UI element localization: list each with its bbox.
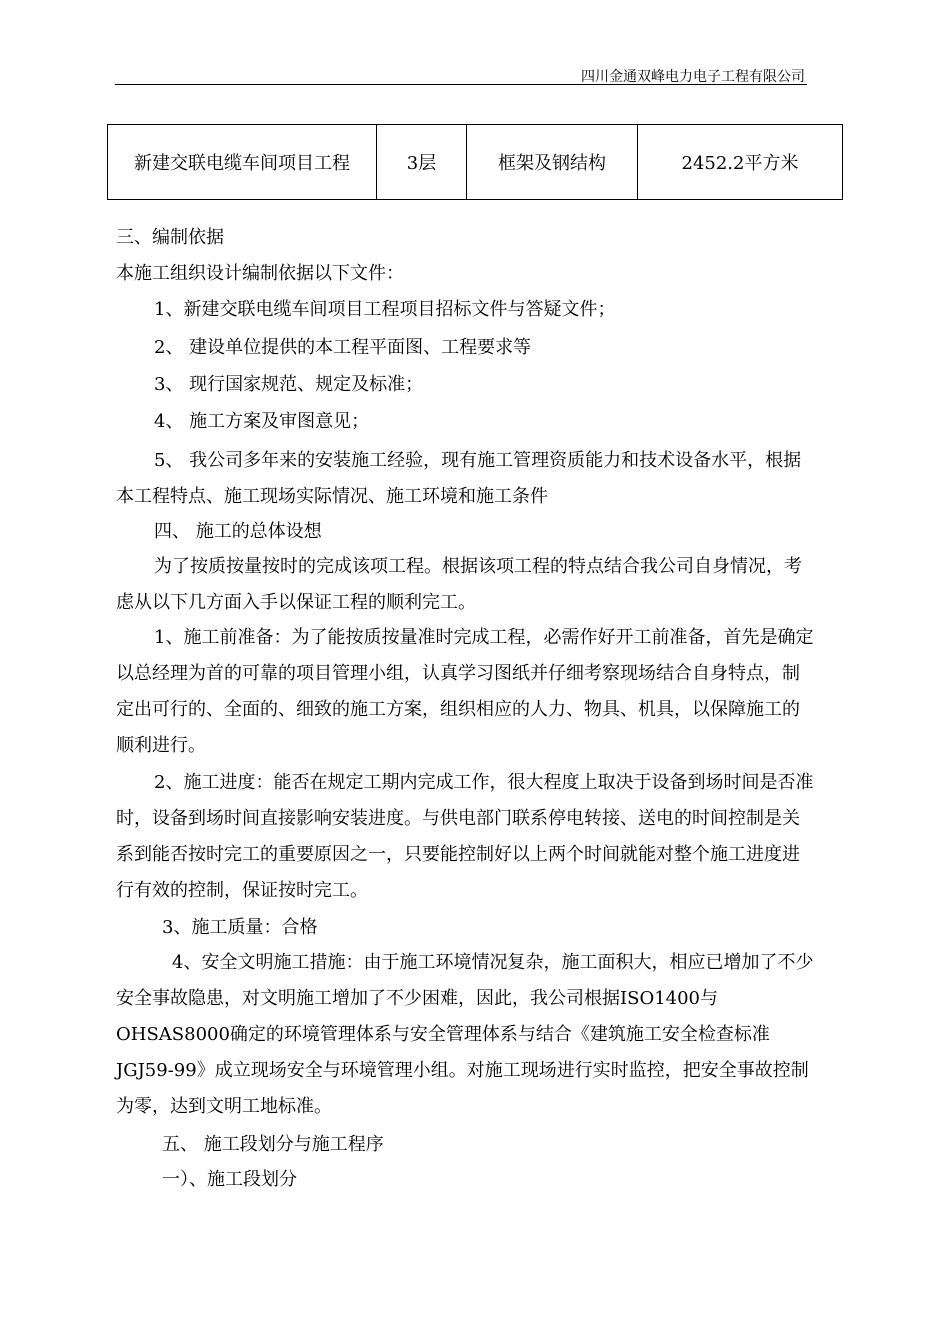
section4-item-1: 1、施工前准备：为了能按质按量准时完成工程，必需作好开工前准备，首先是确定以总经理为首的可靠的项目管理小组，认真学习图纸并仔细考察现场结合自身特点，制定出可行的、全面的、细致的施工方案，组织相应的人力、物具、机具，以保障施工的顺利进行。 xyxy=(116,627,814,756)
section4-title: 四、 施工的总体设想 xyxy=(154,521,322,542)
section4-intro: 为了按质按量按时的完成该项工程。根据该项工程的特点结合我公司自身情况，考虑从以下几方面入手以保证工程的顺利完工。 xyxy=(116,556,802,613)
section3-item-5: 5、 我公司多年来的安装施工经验，现有施工管理资质能力和技术设备水平，根据本工程特点、施工现场实际情况、施工环境和施工条件 xyxy=(116,450,802,507)
table-cell-structure: 框架及钢结构 xyxy=(467,125,638,200)
section4-item-2: 2、施工进度：能否在规定工期内完成工作，很大程度上取决于设备到场时间是否准时，设备到场时间直接影响安装进度。与供电部门联系停电转接、送电的时间控制是关系到能否按时完工的重要原因之一，只要能控制好以上两个时间就能对整个施工进度进行有效的控制，保证按时完工。 xyxy=(116,772,814,901)
section3-item-4: 4、 施工方案及审图意见； xyxy=(154,411,370,432)
section5-title: 五、 施工段划分与施工程序 xyxy=(162,1134,384,1155)
table-cell-area: 2452.2平方米 xyxy=(638,125,843,200)
section3-intro: 本施工组织设计编制依据以下文件： xyxy=(116,263,404,284)
table-row xyxy=(108,125,843,200)
project-info-table xyxy=(107,124,843,200)
section4-item-4: 4、安全文明施工措施：由于施工环境情况复杂，施工面积大，相应已增加了不少安全事故隐患，对文明施工增加了不少困难，因此，我公司根据ISO1400与OHSAS8000确定的环境管理体系与安全管理体系与结合《建筑施工安全检查标准JGJ59-99》成立现场安全与环境管理小组。对施工现场进行实时监控，把安全事故控制为零，达到文明工地标准。 xyxy=(116,952,814,1117)
section5-sub: 一）、施工段划分 xyxy=(162,1169,297,1190)
header-rule xyxy=(115,84,807,85)
header-company-name: 四川金通双峰电力电子工程有限公司 xyxy=(581,69,805,85)
section4-item-3: 3、施工质量：合格 xyxy=(162,917,318,938)
section3-item-3: 3、 现行国家规范、规定及标准； xyxy=(154,374,424,395)
section3-item-1: 1、新建交联电缆车间项目工程项目招标文件与答疑文件； xyxy=(154,299,616,320)
table-cell-floors: 3层 xyxy=(377,125,467,200)
table-cell-project-name: 新建交联电缆车间项目工程 xyxy=(108,125,377,200)
section3-item-2: 2、 建设单位提供的本工程平面图、工程要求等 xyxy=(154,337,532,358)
section3-title: 三、编制依据 xyxy=(116,227,224,248)
